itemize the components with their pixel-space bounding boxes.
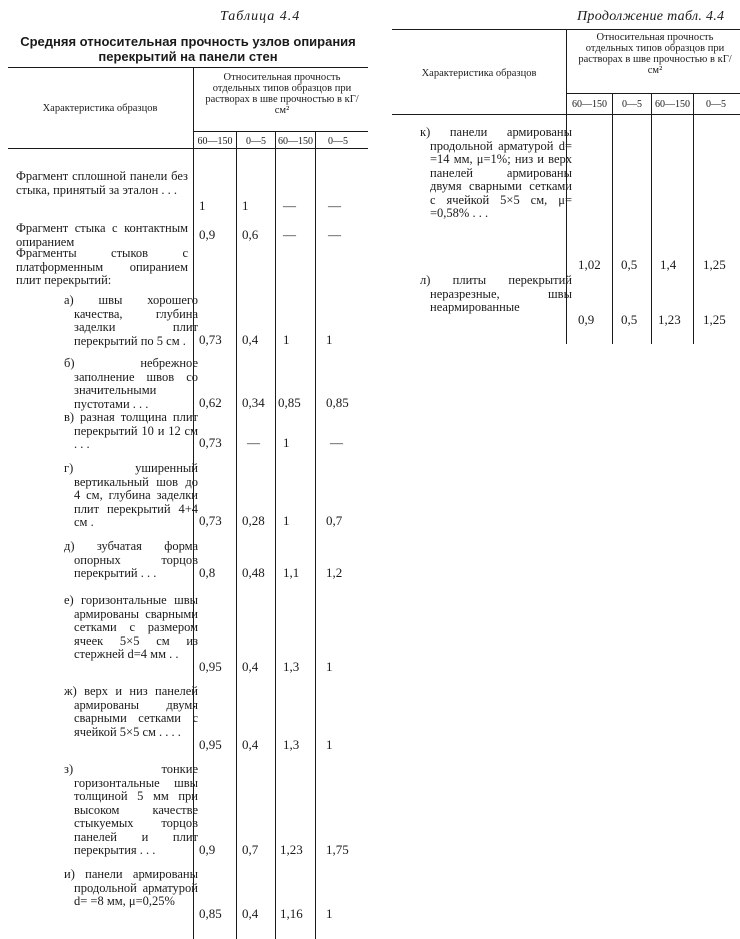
- subheader-cell: 0—5: [246, 136, 266, 147]
- subheader-cell: 60—150: [278, 136, 313, 147]
- table-cell: —: [328, 198, 341, 213]
- subheader-cell: 60—150: [197, 136, 233, 147]
- table-cell: 1: [326, 659, 333, 674]
- table-row-label: Фрагмент сплошной панели без стыка, принятый за эталон . . .: [16, 169, 188, 197]
- table-row-label: б) небрежное заполнение швов со значительными пустотами . . .: [64, 356, 198, 411]
- table-cell: 0,4: [242, 659, 259, 674]
- table-row-label: к) панели армированы продольной арматурой d= =14 мм, μ=1%; низ и верх панелей армированы двумя сварными сетками с ячейкой 5×5 см, μ= =0,58% . . .: [420, 125, 572, 220]
- table-cell: 0,9: [199, 842, 216, 857]
- table-cell: 0,48: [242, 565, 265, 580]
- table-cell: 0,4: [242, 332, 259, 347]
- table-row-label: ж) верх и низ панелей армированы двумя сварными сетками с ячейкой 5×5 см . . . .: [64, 684, 198, 739]
- subheader-cell: 60—150: [655, 99, 690, 110]
- table-cell: 0,85: [278, 395, 301, 410]
- table-cell: 0,95: [199, 737, 222, 752]
- table-cell: 0,5: [621, 312, 638, 327]
- table-cell: 0,9: [199, 227, 216, 242]
- table-cell: 0,4: [242, 906, 259, 921]
- continuation-caption: Продолжение табл. 4.4: [577, 9, 725, 24]
- group-header-rule: [566, 93, 740, 94]
- column-rule: [315, 131, 316, 939]
- table-title: Средняя относительная прочность узлов опирания перекрытий на панели стен: [20, 34, 356, 64]
- table-cell: —: [247, 435, 260, 450]
- table-cell: 0,7: [326, 513, 343, 528]
- table-cell: 1,23: [280, 842, 303, 857]
- table-row-label: Фрагмент стыка с контактным опиранием: [16, 221, 188, 249]
- column-header-strength: Относительная прочность отдельных типов образцов при растворах в шве прочностью в кГ/см²: [578, 32, 732, 76]
- table-cell: 1,23: [658, 312, 681, 327]
- table-cell: 0,73: [199, 513, 222, 528]
- table-row-label: е) горизонтальные швы армированы сварными сетками с размером ячеек 5×5 см из стержней d=4 мм . .: [64, 593, 198, 661]
- table-row-label: Фрагменты стыков с платформенным опиранием плит перекрытий:: [16, 246, 188, 287]
- table-cell: 1,02: [578, 257, 601, 272]
- table-cell: 0,28: [242, 513, 265, 528]
- table-cell: 1,25: [703, 257, 726, 272]
- table-cell: 1: [242, 198, 249, 213]
- table-cell: 1: [326, 737, 333, 752]
- table-cell: 0,9: [578, 312, 595, 327]
- table-cell: 0,85: [326, 395, 349, 410]
- table-cell: 1: [283, 332, 290, 347]
- table-cell: 1,1: [283, 565, 300, 580]
- table-cell: 0,73: [199, 332, 222, 347]
- table-cell: 0,7: [242, 842, 259, 857]
- header-bottom-rule: [8, 148, 368, 149]
- table-cell: 0,5: [621, 257, 638, 272]
- table-cell: 0,34: [242, 395, 265, 410]
- group-header-rule: [193, 131, 368, 132]
- table-cell: 0,4: [242, 737, 259, 752]
- column-rule: [275, 131, 276, 939]
- table-cell: 1: [199, 198, 206, 213]
- table-cell: 1,4: [660, 257, 677, 272]
- subheader-cell: 0—5: [328, 136, 348, 147]
- table-cell: 1,2: [326, 565, 343, 580]
- table-row-label: д) зубчатая форма опорных торцов перекрытий . . .: [64, 539, 198, 580]
- table-cell: 0,95: [199, 659, 222, 674]
- table-cell: 1: [283, 435, 290, 450]
- table-cell: 0,85: [199, 906, 222, 921]
- subheader-cell: 0—5: [622, 99, 642, 110]
- table-row-label: г) уширенный вертикальный шов до 4 см, глубина заделки плит перекрытий 4+4 см .: [64, 461, 198, 529]
- column-rule: [236, 131, 237, 939]
- column-header-characteristic: Характеристика образцов: [42, 103, 158, 114]
- column-header-characteristic: Характеристика образцов: [421, 68, 537, 79]
- table-cell: —: [283, 227, 296, 242]
- column-rule: [612, 93, 613, 344]
- table-row-label: л) плиты перекрытий неразрезные, швы неармированные: [420, 273, 572, 314]
- table-cell: 1: [283, 513, 290, 528]
- table-caption: Таблица 4.4: [220, 9, 301, 24]
- table-cell: —: [328, 227, 341, 242]
- column-header-strength: Относительная прочность отдельных типов образцов при растворах в шве прочностью в кГ/см²: [205, 72, 359, 116]
- table-cell: —: [330, 435, 343, 450]
- table-cell: 0,8: [199, 565, 216, 580]
- table-cell: —: [283, 198, 296, 213]
- table-row-label: з) тонкие горизонтальные швы толщиной 5 мм при высоком качестве стыкуемых торцов панелей и плит перекрытия . . .: [64, 762, 198, 857]
- header-top-rule: [8, 67, 368, 68]
- table-cell: 1,3: [283, 659, 300, 674]
- table-cell: 0,73: [199, 435, 222, 450]
- subheader-cell: 0—5: [706, 99, 726, 110]
- table-cell: 0,62: [199, 395, 222, 410]
- table-row-label: и) панели армированы продольной арматурой d= =8 мм, μ=0,25%: [64, 867, 198, 908]
- table-cell: 1: [326, 332, 333, 347]
- column-rule: [651, 93, 652, 344]
- column-rule: [693, 93, 694, 344]
- table-cell: 1,25: [703, 312, 726, 327]
- table-cell: 1,3: [283, 737, 300, 752]
- subheader-cell: 60—150: [572, 99, 607, 110]
- table-cell: 1: [326, 906, 333, 921]
- table-row-label: в) разная толщина плит перекрытий 10 и 12 см . . .: [64, 410, 198, 451]
- table-cell: 1,16: [280, 906, 303, 921]
- table-cell: 0,6: [242, 227, 259, 242]
- table-row-label: а) швы хорошего качества, глубина заделки плит перекрытий по 5 см .: [64, 293, 198, 348]
- table-cell: 1,75: [326, 842, 349, 857]
